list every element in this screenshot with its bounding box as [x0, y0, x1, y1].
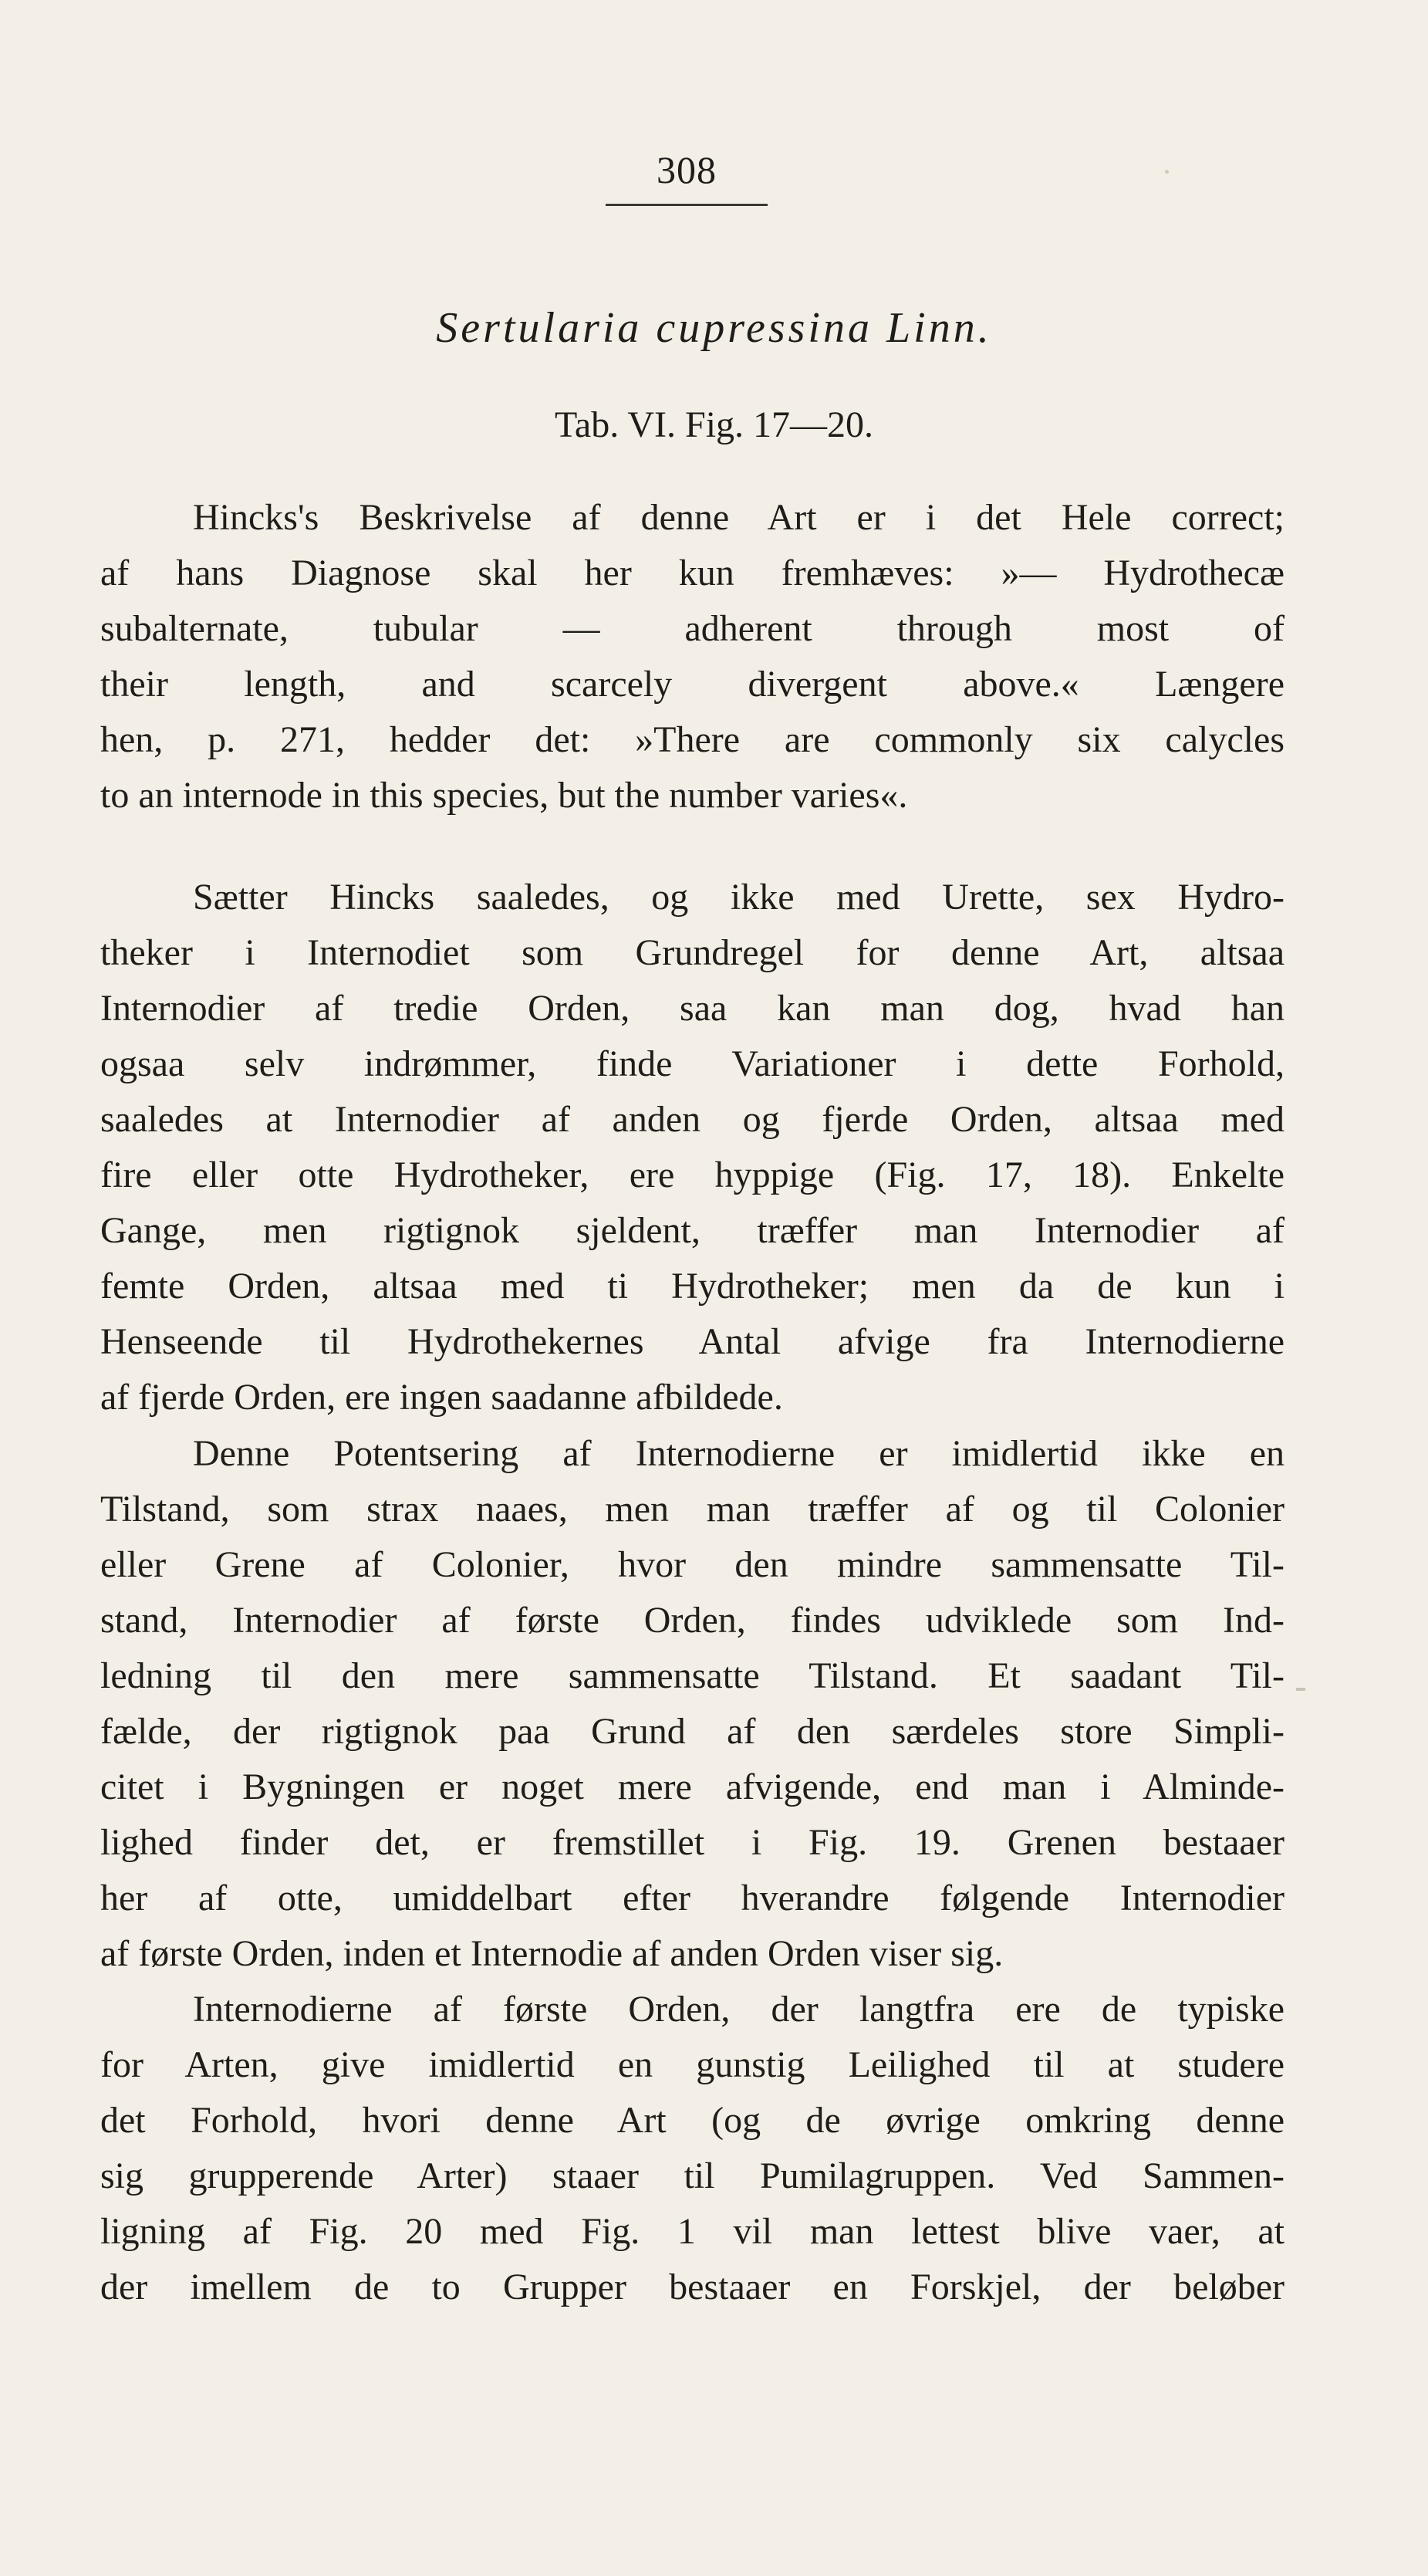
- text-line: saaledes at Internodier af anden og fjerde Orden, altsaa med: [100, 1099, 1285, 1140]
- text-line: Internodier af tredie Orden, saa kan man dog, hvad han: [100, 988, 1285, 1029]
- text-line: Gange, men rigtignok sjeldent, træffer man Internodier af: [100, 1210, 1285, 1251]
- paper-speck: [1165, 170, 1169, 174]
- page-number-rule: [606, 204, 768, 206]
- text-line: af hans Diagnose skal her kun fremhæves: »— Hydrothecæ: [100, 553, 1285, 593]
- text-line: Tilstand, som strax naaes, men man træffer af og til Colonier: [100, 1489, 1285, 1530]
- text-line: det Forhold, hvori denne Art (og de øvrige omkring denne: [100, 2100, 1285, 2141]
- text-line: femte Orden, altsaa med ti Hydrotheker; men da de kun i: [100, 1266, 1285, 1307]
- figure-reference: Tab. VI. Fig. 17—20.: [554, 404, 874, 445]
- text-line: citet i Bygningen er noget mere afvigende, end man i Alminde-: [100, 1766, 1285, 1807]
- text-line: af første Orden, inden et Internodie af anden Orden viser sig.: [100, 1933, 1004, 1974]
- text-line: her af otte, umiddelbart efter hverandre følgende Internodier: [100, 1878, 1285, 1918]
- text-line: for Arten, give imidlertid en gunstig Leilighed til at studere: [100, 2044, 1285, 2085]
- text-line: ogsaa selv indrømmer, finde Variationer i dette Forhold,: [100, 1043, 1285, 1084]
- text-line: eller Grene af Colonier, hvor den mindre sammensatte Til-: [100, 1544, 1285, 1585]
- text-line: fire eller otte Hydrotheker, ere hyppige (Fig. 17, 18). Enkelte: [100, 1154, 1285, 1195]
- page-number: 308: [657, 148, 717, 191]
- text-line: fælde, der rigtignok paa Grund af den særdeles store Simpli-: [100, 1711, 1285, 1752]
- text-line: af fjerde Orden, ere ingen saadanne afbildede.: [100, 1377, 783, 1418]
- print-mark: [1296, 1688, 1305, 1691]
- text-line: Sætter Hincks saaledes, og ikke med Urette, sex Hydro-: [193, 877, 1285, 918]
- text-line: ledning til den mere sammensatte Tilstand. Et saadant Til-: [100, 1655, 1285, 1696]
- text-line: theker i Internodiet som Grundregel for denne Art, altsaa: [100, 932, 1285, 973]
- text-line: der imellem de to Grupper bestaaer en Forskjel, der beløber: [100, 2267, 1285, 2307]
- text-line: Denne Potentsering af Internodierne er imidlertid ikke en: [193, 1433, 1285, 1474]
- text-line: ligning af Fig. 20 med Fig. 1 vil man lettest blive vaer, at: [100, 2211, 1285, 2252]
- text-line: sig grupperende Arter) staaer til Pumilagruppen. Ved Sammen-: [100, 2155, 1285, 2196]
- text-line: their length, and scarcely divergent above.« Længere: [100, 664, 1285, 705]
- text-line: to an internode in this species, but the number varies«.: [100, 775, 908, 816]
- text-line: hen, p. 271, hedder det: »There are commonly six calycles: [100, 719, 1285, 760]
- text-line: Hincks's Beskrivelse af denne Art er i det Hele correct;: [193, 497, 1285, 538]
- text-line: Henseende til Hydrothekernes Antal afvige fra Internodierne: [100, 1321, 1285, 1362]
- text-line: lighed finder det, er fremstillet i Fig. 19. Grenen bestaaer: [100, 1822, 1285, 1863]
- species-title: Sertularia cupressina Linn.: [436, 304, 992, 352]
- text-line: Internodierne af første Orden, der langtfra ere de typiske: [193, 1989, 1285, 2030]
- text-line: stand, Internodier af første Orden, findes udviklede som Ind-: [100, 1600, 1285, 1641]
- text-line: subalternate, tubular — adherent through most of: [100, 608, 1285, 649]
